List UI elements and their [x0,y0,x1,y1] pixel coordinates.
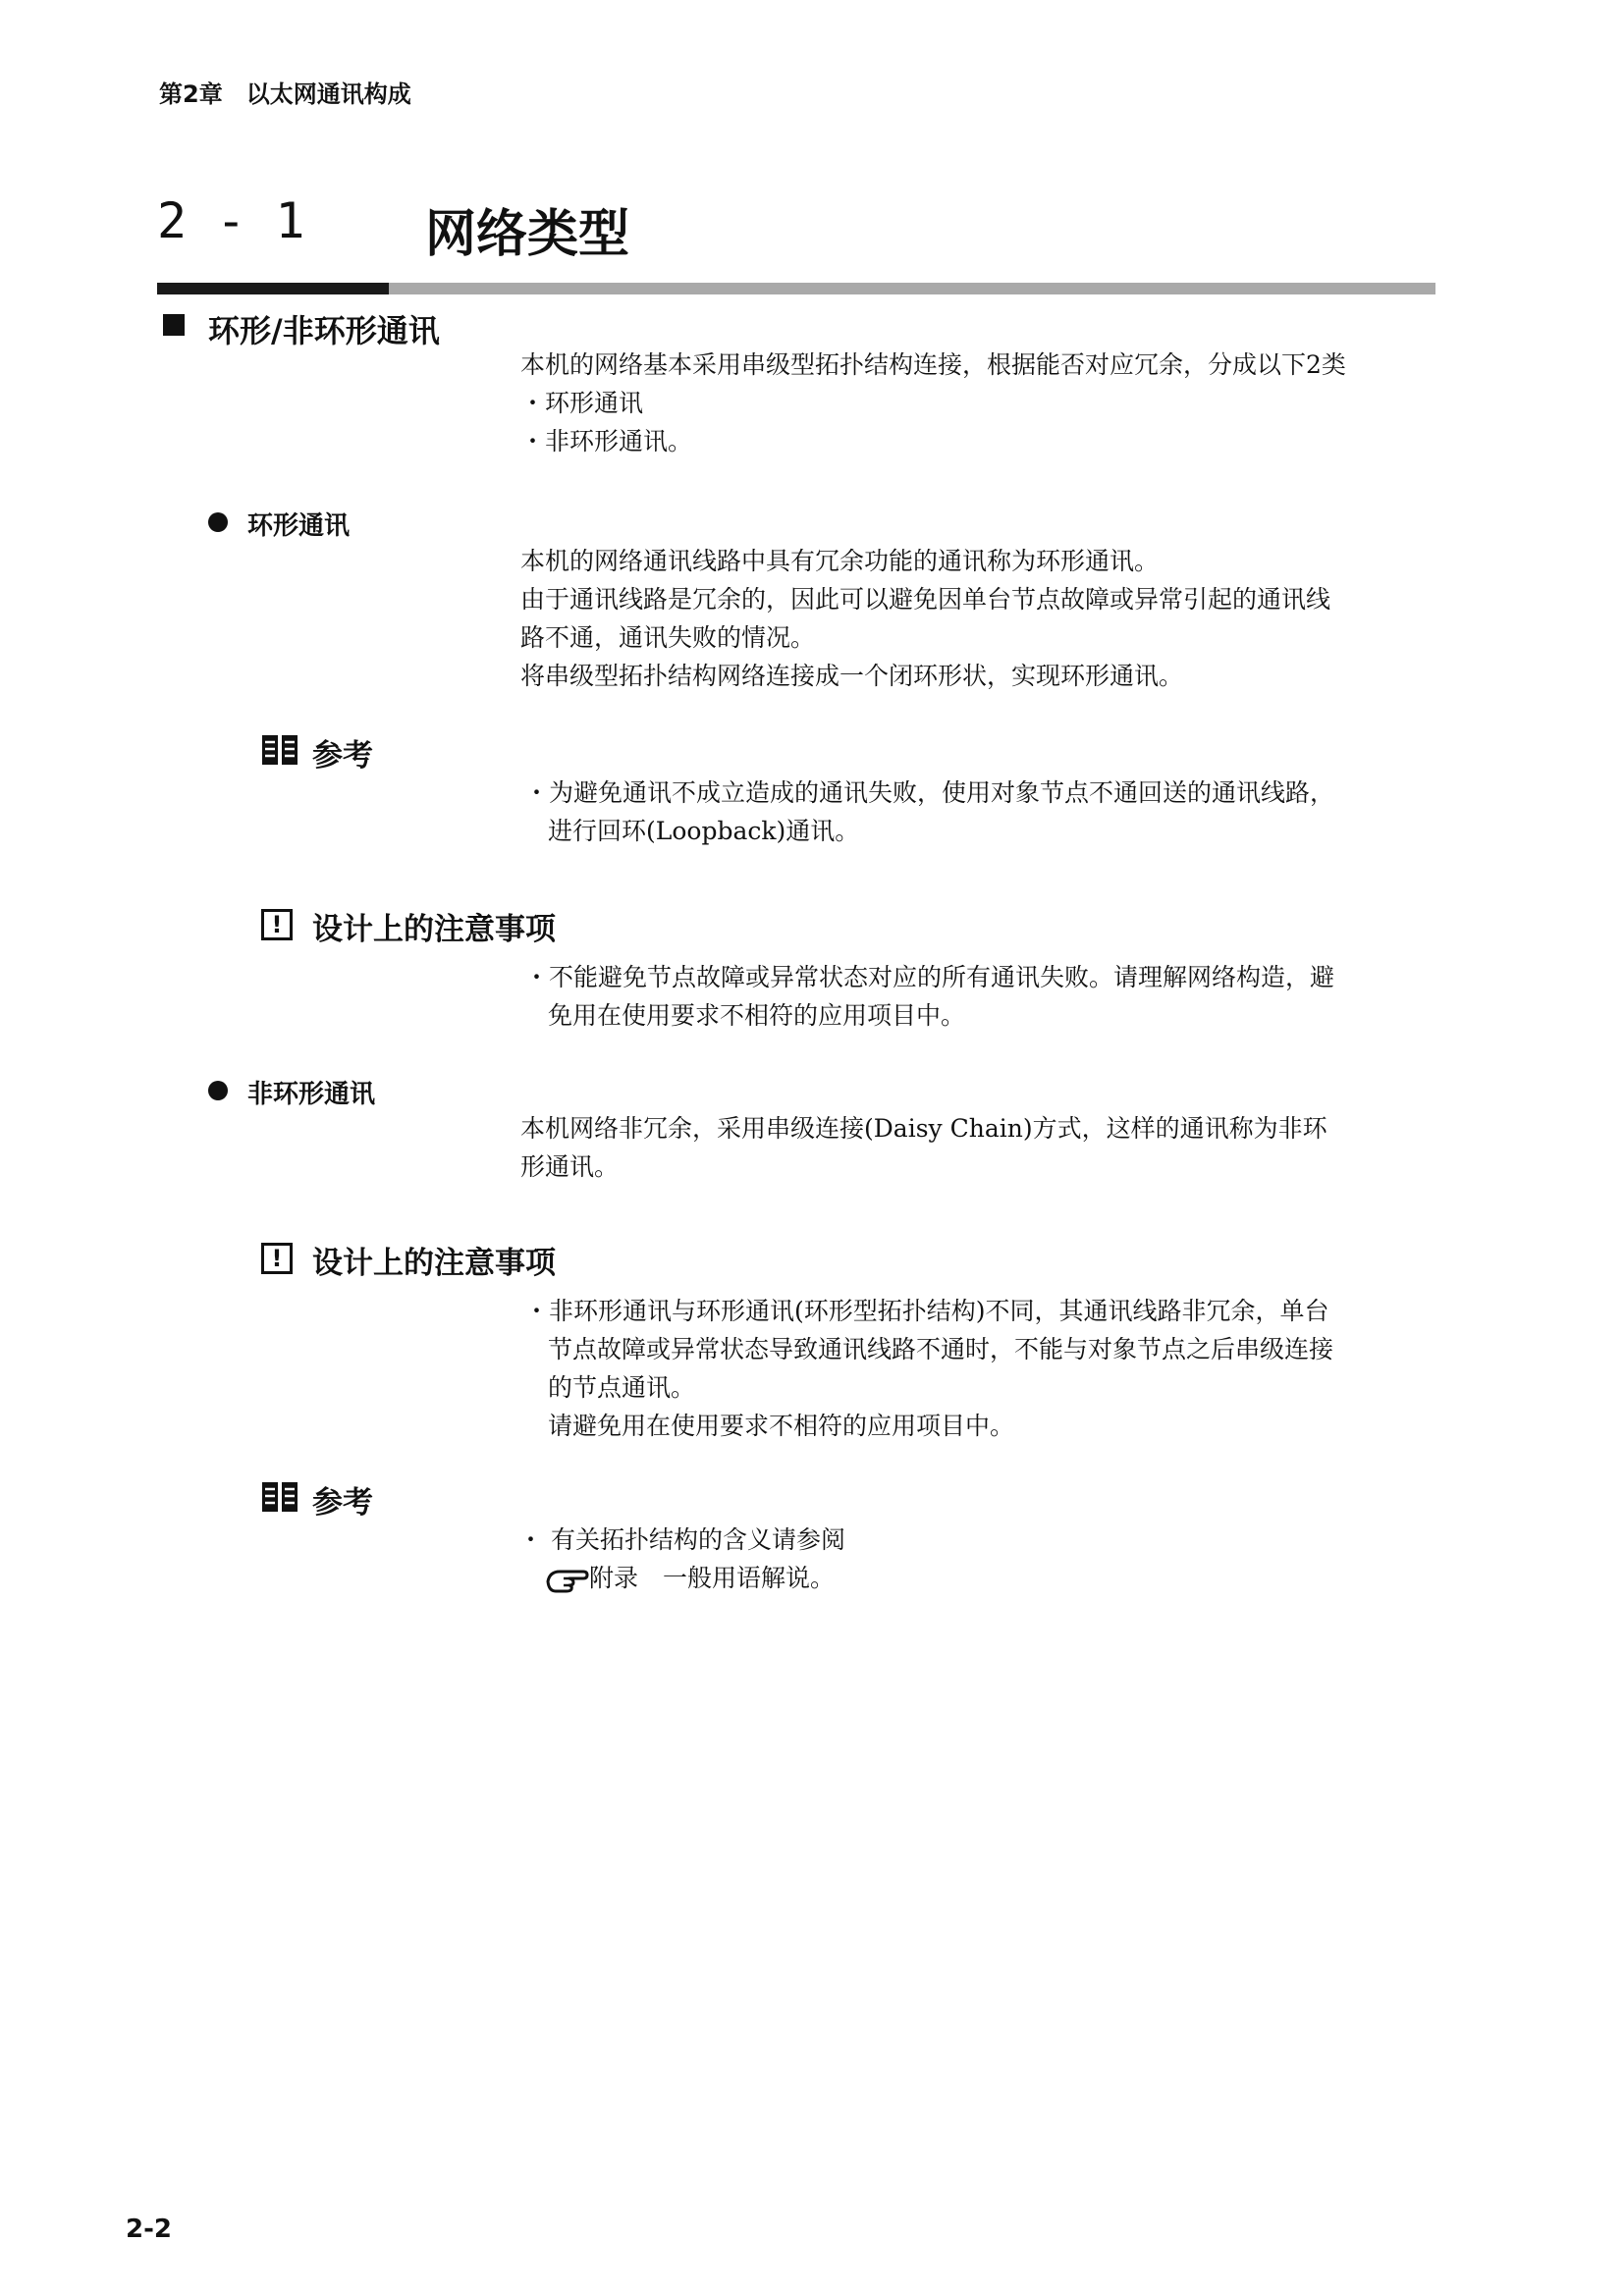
subsection-heading: 环形/非环形通讯 [208,312,440,349]
caution-heading: 设计上的注意事项 [312,1246,556,1281]
section-title: 网络类型 [425,205,630,264]
reference-paragraph [524,774,1334,850]
list-item: ・非环形通讯。 [520,427,693,455]
section-number: 2 - 1 [157,192,305,249]
text-line: 请避免用在使用要求不相符的应用项目中。 [548,1412,1015,1440]
reference-paragraph [518,1521,845,1597]
text-line: 由于通讯线路是冗余的，因此可以避免因单台节点故障或异常引起的通讯线 [520,585,1331,614]
section-rule-grey [389,283,1435,294]
list-item: ・环形通讯 [520,389,644,417]
text-line: 免用在使用要求不相符的应用项目中。 [548,1001,966,1030]
exclamation-box-icon: ! [261,909,293,940]
section-rule-dark [157,283,389,294]
text-line: ・非环形通讯与环形通讯(环形型拓扑结构)不同，其通讯线路非冗余，单台 [524,1297,1329,1325]
cross-reference-text: 附录 一般用语解说。 [589,1564,836,1592]
text-line: 节点故障或异常状态导致通讯线路不通时，不能与对象节点之后串级连接 [548,1335,1334,1363]
exclamation-box-icon: ! [261,1243,293,1274]
circle-bullet-icon [208,512,228,532]
text-line: 将串级型拓扑结构网络连接成一个闭环形状，实现环形通讯。 [520,662,1184,690]
intro-paragraph [520,346,1346,460]
pointing-hand-icon [546,1564,589,1593]
text-line: 路不通，通讯失败的情况。 [520,623,816,652]
circle-bullet-icon [208,1081,228,1100]
nonring-paragraph [520,1109,1327,1186]
text-line: 进行回环(Loopback)通讯。 [548,817,860,845]
text-line: 形通讯。 [520,1152,620,1181]
caution-paragraph [524,958,1334,1035]
caution-heading: 设计上的注意事项 [312,912,556,947]
reference-heading: 参考 [312,1485,373,1521]
ring-heading: 环形通讯 [247,511,351,541]
reference-heading: 参考 [312,738,373,774]
ring-paragraph [520,542,1330,695]
text-line: ・不能避免节点故障或异常状态对应的所有通讯失败。请理解网络构造，避 [524,963,1335,991]
nonring-heading: 非环形通讯 [247,1080,376,1109]
text-line: 的节点通讯。 [548,1373,696,1402]
cross-reference[interactable] [518,1559,845,1597]
text-line: ・ 有关拓扑结构的含义请参阅 [518,1525,845,1554]
text-line: ・为避免通讯不成立造成的通讯失败，使用对象节点不通回送的通讯线路， [524,778,1335,807]
chapter-header: 第2章 以太网通讯构成 [159,80,411,108]
intro-text: 本机的网络基本采用串级型拓扑结构连接，根据能否对应冗余，分成以下2类 [520,350,1346,379]
book-icon [261,1480,298,1514]
page-number: 2-2 [126,2215,172,2244]
square-bullet-icon [163,314,185,336]
text-line: 本机的网络通讯线路中具有冗余功能的通讯称为环形通讯。 [520,547,1160,575]
text-line: 本机网络非冗余，采用串级连接(Daisy Chain)方式，这样的通讯称为非环 [520,1114,1327,1143]
book-icon [261,733,298,767]
caution-paragraph [524,1292,1333,1445]
